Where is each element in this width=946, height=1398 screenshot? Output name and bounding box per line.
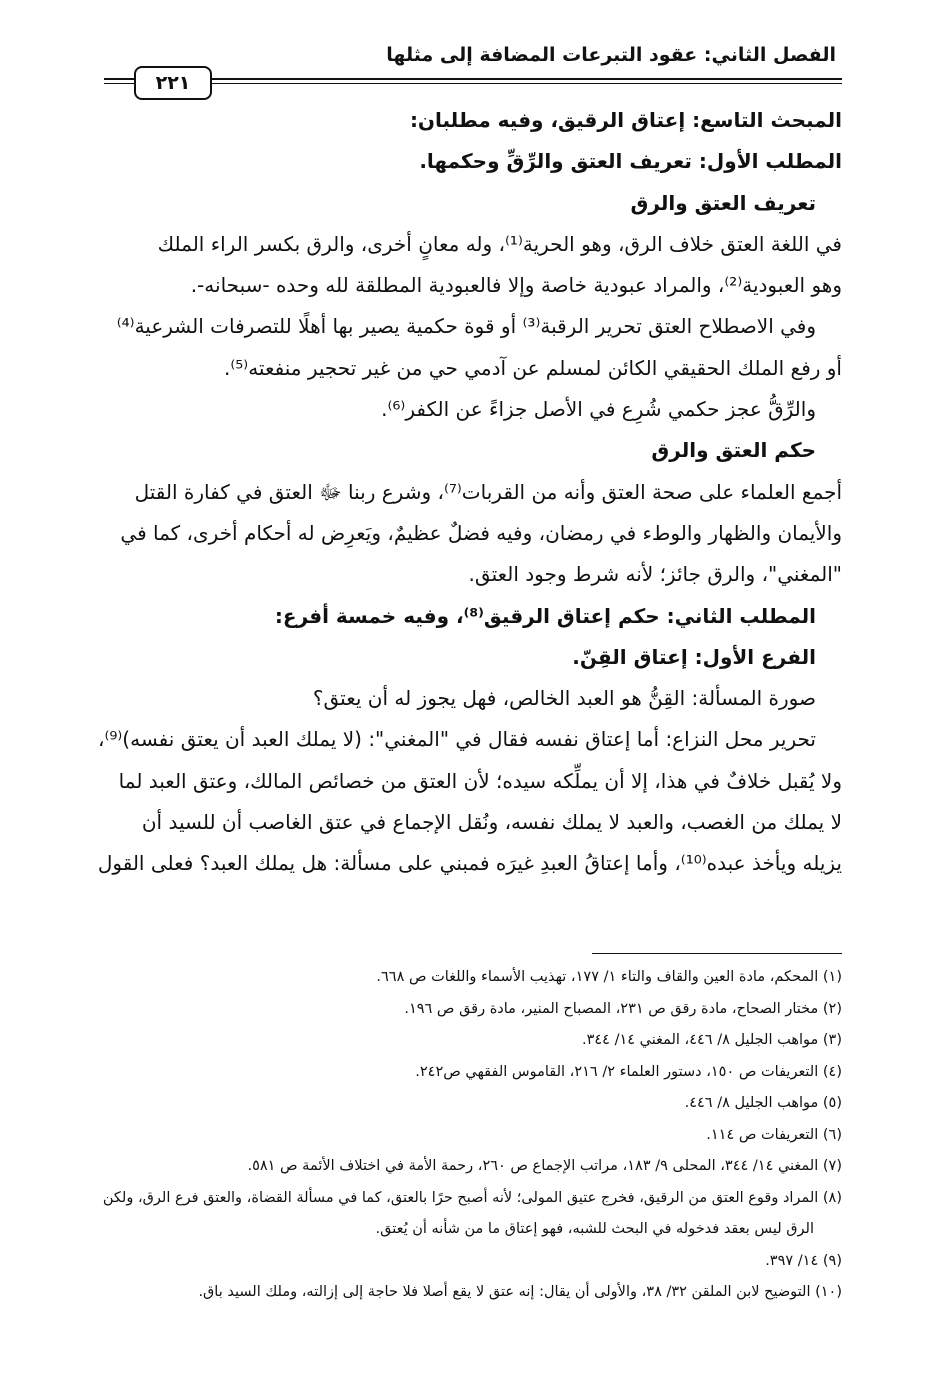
chapter-header-title: الفصل الثاني: عقود التبرعات المضافة إلى مثلها: [386, 44, 836, 66]
footnote: (٧) المغني ١٤/ ٣٤٤، المحلى ٩/ ١٨٣، مراتب الإجماع ص ٢٦٠، رحمة الأمة في اختلاف الأئمة ص ٥٨١.: [247, 1158, 842, 1174]
paragraph-line: ولا يُقبل خلافٌ في هذا، إلا أن يملِّكه سيده؛ لأن العتق من خصائص المالك، وعتق العبد لما: [118, 768, 842, 793]
paragraph-line: "المغني"، والرق جائز؛ لأنه شرط وجود العتق.: [468, 562, 842, 587]
footnote: (٤) التعريفات ص ١٥٠، دستور العلماء ٢/ ٢١٦، القاموس الفقهي ص٢٤٢.: [415, 1063, 842, 1080]
paragraph-line: لا يملك من الغصب، والعبد لا يملك نفسه، ونُقل الإجماع في عتق الغاصب أن للسيد أن: [141, 810, 842, 835]
header-rule-thin: [104, 83, 842, 84]
branch-heading: الفرع الأول: إعتاق القِنّ.: [572, 644, 816, 669]
subsection-heading: المطلب الثاني: حكم إعتاق الرقيق⁽⁸⁾، وفيه خمسة أفرع:: [274, 603, 816, 628]
subsection-heading: المطلب الأول: تعريف العتق والرِّقِّ وحكمها.: [419, 149, 842, 174]
page-number: ٢٢١: [134, 66, 212, 100]
footnote: (٣) مواهب الجليل ٨/ ٤٤٦، المغني ١٤/ ٣٤٤.: [581, 1032, 842, 1048]
footnote: (٦) التعريفات ص ١١٤.: [706, 1126, 842, 1143]
paragraph-line: في اللغة العتق خلاف الرق، وهو الحرية⁽¹⁾، وله معانٍ أخرى، والرق بكسر الراء الملك: [157, 231, 842, 256]
paragraph-line: والرِّقُّ عجز حكمي شُرِع في الأصل جزاءً عن الكفر⁽⁶⁾.: [381, 397, 816, 422]
paragraph-line: وهو العبودية⁽²⁾، والمراد عبودية خاصة وإلا فالعبودية المطلقة لله وحده -سبحانه-.: [190, 273, 842, 298]
paragraph-line: والأيمان والظهار والوطء في رمضان، وفيه فضلٌ عظيمٌ، ويَعرِض له أحكام أخرى، كما في: [120, 520, 842, 545]
paragraph-line: أجمع العلماء على صحة العتق وأنه من القربات⁽⁷⁾، وشرع ربنا ﷻ العتق في كفارة القتل: [134, 479, 842, 504]
footnote: (٨) المراد وقوع العتق من الرقيق، فخرج عتيق المولى؛ لأنه أصبح حرًا بالعتق، كما في مسألة القضاة، والعتق فرع الرق، ولكن: [102, 1189, 842, 1206]
header-rule: [104, 78, 842, 80]
footnote: (١) المحكم، مادة العين والقاف والتاء ١/ ١٧٧، تهذيب الأسماء واللغات ص ٦٦٨.: [376, 969, 842, 985]
topic-heading: تعريف العتق والرق: [630, 190, 816, 215]
footnote: (١٠) التوضيح لابن الملقن ٣٢/ ٣٨، والأولى أن يقال: إنه عتق لا يقع أصلا فلا حاجة إلى إزالته، وملك السيد باق.: [198, 1284, 842, 1300]
section-heading: المبحث التاسع: إعتاق الرقيق، وفيه مطلبان:: [409, 108, 842, 132]
footnote: (٥) مواهب الجليل ٨/ ٤٤٦.: [684, 1095, 842, 1111]
paragraph-line: وفي الاصطلاح العتق تحرير الرقبة⁽³⁾ أو قوة حكمية يصير بها أهلًا للتصرفات الشرعية⁽⁴⁾: [116, 314, 816, 339]
footnote: (٢) مختار الصحاح، مادة رقق ص ٢٣١، المصباح المنير، مادة رقق ص ١٩٦.: [404, 1000, 842, 1017]
footnote: (٩) ١٤/ ٣٩٧.: [765, 1252, 842, 1269]
paragraph-line: صورة المسألة: القِنُّ هو العبد الخالص، فهل يجوز له أن يعتق؟: [312, 686, 816, 711]
paragraph-line: أو رفع الملك الحقيقي الكائن لمسلم عن آدمي حي من غير تحجير منفعته⁽⁵⁾.: [223, 355, 842, 380]
topic-heading: حكم العتق والرق: [651, 438, 816, 463]
footnote-continuation: الرق ليس بعقد فدخوله في البحث للشبه، فهو إعتاق ما من شأنه أن يُعتق.: [375, 1221, 814, 1237]
main-text: [97, 100, 842, 885]
footnote-separator: [592, 953, 842, 954]
footnotes: [104, 962, 842, 1309]
paragraph-line: تحرير محل النزاع: أما إعتاق نفسه فقال في "المغني": (لا يملك العبد أن يعتق نفسه)⁽⁹⁾،: [97, 727, 816, 752]
paragraph-line: يزيله ويأخذ عبده⁽¹⁰⁾، وأما إعتاقُ العبدِ غيرَه فمبني على مسألة: هل يملك العبد؟ فعلى القول: [97, 851, 842, 876]
